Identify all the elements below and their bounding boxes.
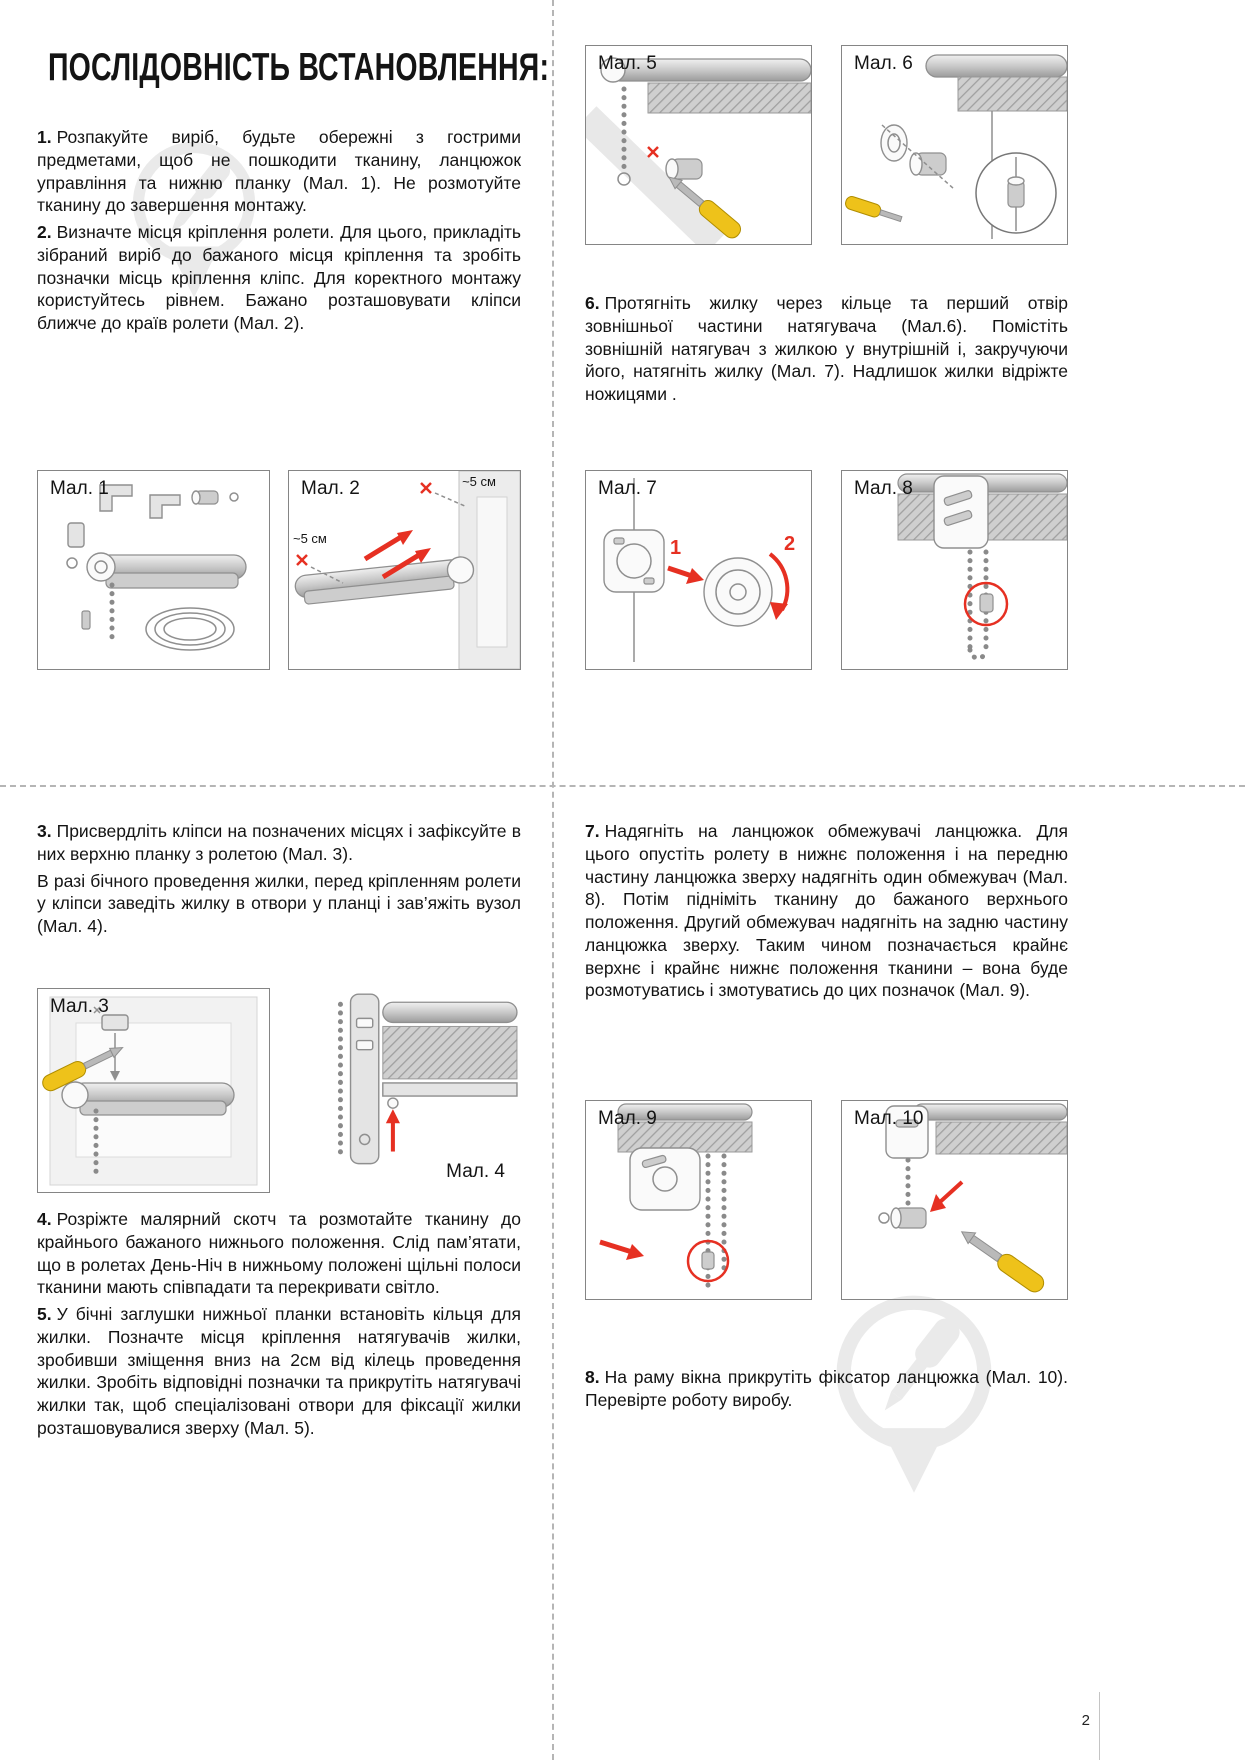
step-4-number: 4.: [37, 1209, 52, 1229]
corner-mark: [1099, 1692, 1100, 1760]
figure-3-label: Мал. 3: [50, 996, 109, 1017]
figure-7: [585, 470, 812, 670]
step-4-text: Розріжте малярний скотч та розмотайте тканину до крайнього бажаного нижнього положення. Слід пам’ятати, що в ролетах День-Ніч в нижньому положені щільні полоси тканини мають співпадати та перекривати світло.: [37, 1209, 521, 1298]
figure-1-label: Мал. 1: [50, 478, 109, 499]
page-title: ПОСЛІДОВНІСТЬ ВСТАНОВЛЕННЯ:: [48, 46, 550, 89]
figure-5: [585, 45, 812, 245]
figure-8-label: Мал. 8: [854, 478, 913, 499]
figure-2-dim-side: ~5 см: [293, 531, 327, 546]
figure-8-illustration: [842, 471, 1067, 669]
step-8-text: На раму вікна прикрутіть фіксатор ланцюжка (Мал. 10). Перевірте роботу виробу.: [585, 1367, 1068, 1410]
figure-7-illustration: [586, 471, 811, 669]
step-2-number: 2.: [37, 222, 52, 242]
text-column-top-left: [37, 126, 521, 335]
figure-9-label: Мал. 9: [598, 1108, 657, 1129]
page-number: 2: [1081, 1712, 1090, 1729]
figure-8: [841, 470, 1068, 670]
divider-vertical: [552, 0, 554, 1760]
step-7-number: 7.: [585, 821, 600, 841]
step-8: [585, 1366, 1068, 1412]
figure-3: [37, 988, 270, 1193]
step-5: [37, 1303, 521, 1440]
figure-7-step1-label: 1: [670, 537, 682, 559]
step-1-number: 1.: [37, 127, 52, 147]
figure-3-illustration: [38, 989, 269, 1192]
figure-2-label: Мал. 2: [301, 478, 360, 499]
step-5-text: У бічні заглушки нижньої планки встановіть кільця для жилки. Позначте місця кріплення натягувачів жилки, зробивши зміщення вниз на 2см від кілець проведення жилки. Зробіть відповідні позначки та прикрутіть натягувачі жилки так, щоб спеціалізовані отвори для фіксації жилки розташовувалися зверху (Мал. 5).: [37, 1304, 521, 1438]
text-column-step8: [585, 1366, 1068, 1412]
figure-4-label: Мал. 4: [446, 1161, 505, 1182]
figure-5-label: Мал. 5: [598, 53, 657, 74]
figure-7-step2-label: 2: [784, 533, 796, 555]
step-7: [585, 820, 1068, 1002]
step-2: [37, 221, 521, 335]
figure-4: [288, 988, 521, 1193]
text-column-step3: [37, 820, 521, 938]
step-6-text: Протягніть жилку через кільце та перший отвір зовнішньої частини натягувача (Мал.6). Помістіть зовнішній натягувач з жилкою у внутрішній і, закручуючи його, натягніть жилку (Мал. 7). Надлишок жилки відріжте ножицями .: [585, 293, 1068, 404]
step-6: [585, 292, 1068, 406]
figure-6: [841, 45, 1068, 245]
step-3-text: Присвердліть кліпси на позначених місцях і зафіксуйте в них верхню планку з ролетою (Мал. 3).: [37, 821, 521, 864]
text-column-top-right: [585, 292, 1068, 406]
figure-10-illustration: [842, 1101, 1067, 1299]
figure-10-label: Мал. 10: [854, 1108, 924, 1129]
divider-horizontal: [0, 785, 1245, 787]
figure-5-illustration: [586, 46, 811, 244]
figure-2: [288, 470, 521, 670]
step-1-text: Розпакуйте виріб, будьте обережні з гострими предметами, щоб не пошкодити тканину, ланцюжок управління та нижню планку (Мал. 1). Не розмотуйте тканину до завершення монтажу.: [37, 127, 521, 216]
figure-2-dim-top: ~5 см: [462, 474, 496, 489]
step-8-number: 8.: [585, 1367, 600, 1387]
step-3b-text: В разі бічного проведення жилки, перед кріпленням ролети у кліпси заведіть жилку в отвори у планці і зав’яжіть вузол (Мал. 4).: [37, 870, 521, 936]
text-column-step7: [585, 820, 1068, 1002]
figure-1: [37, 470, 270, 670]
text-column-step4-5: [37, 1208, 521, 1440]
step-2-text: Визначте місця кріплення ролети. Для цього, прикладіть зібраний виріб до бажаного місця кріплення та зробіть позначки місць кріплення кліпс. Для коректного монтажу користуйтесь рівнем. Бажано розташовувати кліпси ближче до країв ролети (Мал. 2).: [37, 222, 521, 333]
step-4: [37, 1208, 521, 1299]
step-3b: [37, 870, 521, 938]
step-7-text: Надягніть на ланцюжок обмежувачі ланцюжка. Для цього опустіть ролету в нижнє положення і на передню частину ланцюжка зверху надягніть один обмежувач (Мал. 8). Потім підніміть тканину до бажаного верхнього положення. Другий обмежувач надягніть на задню частину ланцюжка зверху. Таким чином позначається крайнє верхнє і крайнє нижнє положення тканини – вона буде розмотуватись і змотуватись до цих позначок (Мал. 9).: [585, 821, 1068, 1001]
figure-10: [841, 1100, 1068, 1300]
figure-1-illustration: [38, 471, 269, 669]
figure-9-illustration: [586, 1101, 811, 1299]
figure-6-illustration: [842, 46, 1067, 244]
figure-2-illustration: [289, 471, 520, 669]
step-6-number: 6.: [585, 293, 600, 313]
step-1: [37, 126, 521, 217]
figure-6-label: Мал. 6: [854, 53, 913, 74]
figure-9: [585, 1100, 812, 1300]
step-5-number: 5.: [37, 1304, 52, 1324]
step-3-number: 3.: [37, 821, 52, 841]
step-3: [37, 820, 521, 866]
figure-7-label: Мал. 7: [598, 478, 657, 499]
